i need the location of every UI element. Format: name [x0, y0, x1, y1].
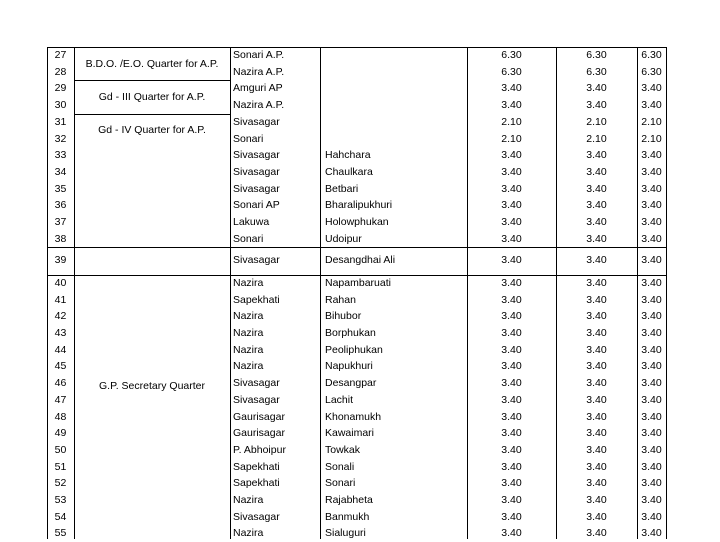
rate-cell-1: 6.30	[501, 49, 522, 61]
rate-cell-1: 3.40	[501, 393, 522, 406]
village-cell: Udoipur	[325, 232, 362, 245]
location-cell: Sivasagar	[233, 510, 280, 523]
village-cell: Khonamukh	[325, 410, 382, 423]
village-cell: Peoliphukan	[325, 343, 383, 356]
location-cell: P. Abhoipur	[233, 443, 286, 456]
rate-cell-1: 3.40	[501, 199, 522, 212]
village-cell: Kawaimari	[325, 427, 375, 440]
rate-cell-1: 3.40	[501, 410, 522, 423]
rate-cell-1: 3.40	[501, 216, 522, 228]
rate-cell-1: 3.40	[501, 182, 522, 195]
village-cell: Rahan	[325, 293, 356, 306]
location-cell: Sivasagar	[233, 393, 280, 406]
serial-number-cell: 52	[54, 477, 67, 490]
village-cell	[325, 97, 467, 114]
location-cell: Sivasagar	[233, 254, 280, 267]
rate-cell-1: 3.40	[501, 477, 522, 490]
village-cell: Lachit	[325, 393, 354, 406]
village-cell: Napambaruati	[325, 276, 391, 289]
rate-cell-3: 3.40	[641, 293, 662, 306]
rate-cell-2: 3.40	[586, 327, 607, 339]
rate-cell-2: 2.10	[586, 132, 607, 145]
village-cell	[325, 47, 467, 64]
rate-cell-1: 3.40	[501, 149, 522, 162]
rate-cell-2: 3.40	[586, 477, 607, 490]
location-cell: Lakuwa	[233, 216, 270, 228]
village-cell: Sonali	[325, 460, 355, 473]
quarter-type-cell: Gd - III Quarter for A.P.	[98, 91, 206, 104]
rate-cell-3: 2.10	[641, 115, 662, 128]
location-cell: Nazira	[233, 276, 264, 289]
location-cell: Nazira A.P.	[233, 99, 285, 112]
serial-number-cell: 49	[54, 427, 67, 440]
row-rule	[47, 275, 74, 276]
serial-number-cell: 37	[54, 216, 67, 228]
rate-cell-3: 3.40	[641, 232, 662, 245]
rate-cell-2: 3.40	[586, 232, 607, 245]
village-cell: Desangdhai Ali	[325, 254, 396, 267]
location-cell: Amguri AP	[233, 82, 283, 95]
village-cell: Banmukh	[325, 510, 370, 523]
rate-cell-2: 3.40	[586, 276, 607, 289]
rate-cell-2: 3.40	[586, 343, 607, 356]
village-cell: Borphukan	[325, 327, 376, 339]
rate-cell-2: 3.40	[586, 393, 607, 406]
rate-cell-3: 3.40	[641, 165, 662, 178]
serial-number-cell: 54	[54, 510, 67, 523]
serial-number-cell: 32	[54, 132, 67, 145]
location-cell: Nazira A.P.	[233, 65, 285, 78]
location-cell: Nazira	[233, 310, 264, 323]
rate-cell-3: 3.40	[641, 494, 662, 506]
rate-cell-2: 6.30	[586, 49, 607, 61]
rate-cell-1: 3.40	[501, 427, 522, 440]
location-cell: Gaurisagar	[233, 427, 285, 440]
rate-cell-2: 3.40	[586, 443, 607, 456]
rate-cell-3: 3.40	[641, 343, 662, 356]
rate-cell-2: 3.40	[586, 360, 607, 373]
serial-number-cell: 39	[54, 254, 67, 267]
serial-number-cell: 50	[54, 443, 67, 456]
rate-cell-3: 6.30	[641, 49, 662, 61]
rate-cell-3: 3.40	[641, 276, 662, 289]
rate-cell-1: 2.10	[501, 115, 522, 128]
rate-cell-2: 3.40	[586, 149, 607, 162]
rate-cell-2: 2.10	[586, 115, 607, 128]
village-cell: Napukhuri	[325, 360, 373, 373]
rate-cell-1: 3.40	[501, 276, 522, 289]
rate-cell-3: 3.40	[641, 99, 662, 112]
serial-number-cell: 30	[54, 99, 67, 112]
serial-number-cell: 45	[54, 360, 67, 373]
quarter-type-cell: B.D.O. /E.O. Quarter for A.P.	[85, 57, 219, 70]
serial-number-cell: 42	[54, 310, 67, 323]
village-cell	[325, 114, 467, 131]
rate-cell-3: 3.40	[641, 477, 662, 490]
location-cell: Sivasagar	[233, 165, 280, 178]
location-cell: Nazira	[233, 527, 264, 540]
location-cell: Nazira	[233, 494, 264, 506]
serial-number-cell: 35	[54, 182, 67, 195]
location-cell: Nazira	[233, 327, 264, 339]
rate-cell-1: 3.40	[501, 360, 522, 373]
column-rule	[320, 47, 321, 539]
village-cell: Betbari	[325, 182, 359, 195]
column-rule	[230, 47, 231, 539]
serial-number-cell: 41	[54, 293, 67, 306]
village-cell: Bharalipukhuri	[325, 199, 393, 212]
quarter-type-cell: Gd - IV Quarter for A.P.	[98, 124, 206, 137]
village-cell	[325, 64, 467, 81]
rate-cell-3: 3.40	[641, 443, 662, 456]
quarter-rent-table	[47, 47, 666, 539]
rate-cell-1: 3.40	[501, 510, 522, 523]
row-rule	[47, 247, 74, 248]
serial-number-cell: 38	[54, 232, 67, 245]
rate-cell-3: 3.40	[641, 460, 662, 473]
rate-cell-2: 6.30	[586, 65, 607, 78]
rate-cell-1: 3.40	[501, 165, 522, 178]
rate-cell-2: 3.40	[586, 182, 607, 195]
serial-number-cell: 33	[54, 149, 67, 162]
rate-cell-3: 3.40	[641, 254, 662, 267]
village-cell: Holowphukan	[325, 216, 389, 228]
serial-number-cell: 36	[54, 199, 67, 212]
serial-number-cell: 53	[54, 494, 67, 506]
rate-cell-2: 3.40	[586, 527, 607, 540]
rate-cell-1: 3.40	[501, 293, 522, 306]
serial-number-cell: 47	[54, 393, 67, 406]
rate-cell-3: 3.40	[641, 393, 662, 406]
rate-cell-1: 3.40	[501, 343, 522, 356]
location-cell: Sonari	[233, 232, 264, 245]
rate-cell-2: 3.40	[586, 254, 607, 267]
column-rule	[666, 47, 667, 539]
serial-number-cell: 43	[54, 327, 67, 339]
rate-cell-3: 3.40	[641, 360, 662, 373]
rate-cell-1: 6.30	[501, 65, 522, 78]
rate-cell-2: 3.40	[586, 310, 607, 323]
rate-cell-3: 3.40	[641, 199, 662, 212]
rate-cell-1: 3.40	[501, 232, 522, 245]
rate-cell-1: 3.40	[501, 460, 522, 473]
rate-cell-1: 3.40	[501, 82, 522, 95]
rate-cell-2: 3.40	[586, 510, 607, 523]
rate-cell-2: 3.40	[586, 377, 607, 390]
location-cell: Nazira	[233, 360, 264, 373]
village-cell	[325, 131, 467, 148]
rate-cell-3: 3.40	[641, 427, 662, 440]
location-cell: Sivasagar	[233, 377, 280, 390]
village-cell	[325, 80, 467, 97]
rate-cell-1: 2.10	[501, 132, 522, 145]
location-cell: Sivasagar	[233, 149, 280, 162]
rate-cell-3: 3.40	[641, 182, 662, 195]
rate-cell-2: 3.40	[586, 82, 607, 95]
village-cell: Desangpar	[325, 377, 377, 390]
village-cell: Towkak	[325, 443, 361, 456]
location-cell: Sapekhati	[233, 477, 280, 490]
rate-cell-2: 3.40	[586, 199, 607, 212]
rate-cell-2: 3.40	[586, 165, 607, 178]
row-rule	[230, 247, 666, 248]
village-cell: Hahchara	[325, 149, 371, 162]
serial-number-cell: 31	[54, 115, 67, 128]
location-cell: Gaurisagar	[233, 410, 285, 423]
serial-number-cell: 48	[54, 410, 67, 423]
location-cell: Sivasagar	[233, 115, 280, 128]
rate-cell-2: 3.40	[586, 99, 607, 112]
rate-cell-3: 3.40	[641, 216, 662, 228]
rate-cell-1: 3.40	[501, 494, 522, 506]
serial-number-cell: 29	[54, 82, 67, 95]
row-rule	[230, 275, 666, 276]
rate-cell-3: 3.40	[641, 510, 662, 523]
serial-number-cell: 55	[54, 527, 67, 540]
location-cell: Nazira	[233, 343, 264, 356]
rate-cell-2: 3.40	[586, 293, 607, 306]
rate-cell-3: 3.40	[641, 82, 662, 95]
rate-cell-3: 3.40	[641, 327, 662, 339]
rate-cell-1: 3.40	[501, 327, 522, 339]
village-cell: Bihubor	[325, 310, 362, 323]
location-cell: Sapekhati	[233, 460, 280, 473]
rate-cell-3: 3.40	[641, 377, 662, 390]
village-cell: Sonari	[325, 477, 356, 490]
rate-cell-2: 3.40	[586, 460, 607, 473]
quarter-type-cell: G.P. Secretary Quarter	[98, 380, 205, 393]
rate-cell-1: 3.40	[501, 99, 522, 112]
village-cell: Chaulkara	[325, 165, 373, 178]
village-cell: Rajabheta	[325, 494, 373, 506]
rate-cell-3: 3.40	[641, 527, 662, 540]
rate-cell-2: 3.40	[586, 494, 607, 506]
location-cell: Sonari A.P.	[233, 49, 285, 61]
rate-cell-1: 3.40	[501, 310, 522, 323]
serial-number-cell: 28	[54, 65, 67, 78]
serial-number-cell: 51	[54, 460, 67, 473]
serial-number-cell: 34	[54, 165, 67, 178]
rate-cell-1: 3.40	[501, 254, 522, 267]
serial-number-cell: 44	[54, 343, 67, 356]
rate-cell-3: 2.10	[641, 132, 662, 145]
rate-cell-2: 3.40	[586, 410, 607, 423]
location-cell: Sonari AP	[233, 199, 280, 212]
rate-cell-1: 3.40	[501, 443, 522, 456]
location-cell: Sonari	[233, 132, 264, 145]
rate-cell-1: 3.40	[501, 527, 522, 540]
serial-number-cell: 46	[54, 377, 67, 390]
location-cell: Sapekhati	[233, 293, 280, 306]
rate-cell-3: 6.30	[641, 65, 662, 78]
rate-cell-2: 3.40	[586, 427, 607, 440]
rate-cell-3: 3.40	[641, 410, 662, 423]
location-cell: Sivasagar	[233, 182, 280, 195]
serial-number-cell: 40	[54, 276, 67, 289]
rate-cell-2: 3.40	[586, 216, 607, 228]
village-cell: Sialuguri	[325, 527, 366, 540]
rate-cell-1: 3.40	[501, 377, 522, 390]
serial-number-cell: 27	[54, 49, 67, 61]
rate-cell-3: 3.40	[641, 310, 662, 323]
rate-cell-3: 3.40	[641, 149, 662, 162]
